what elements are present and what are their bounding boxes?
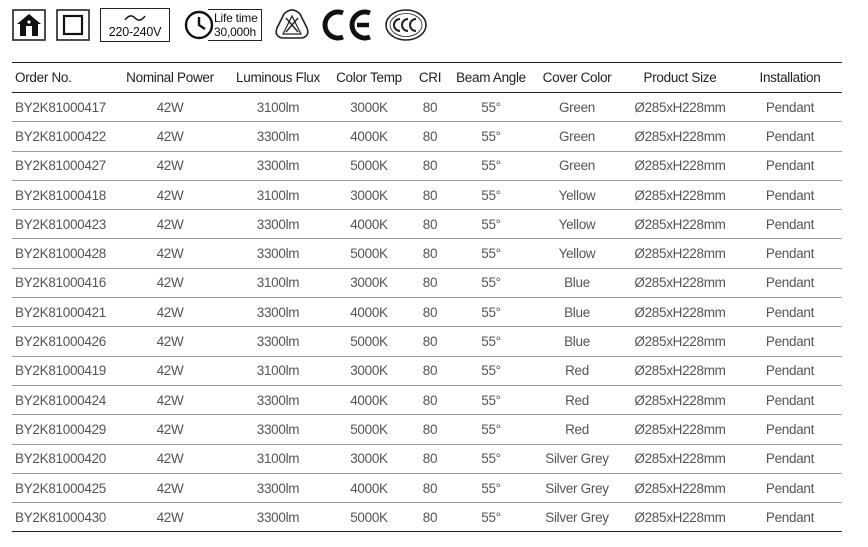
- table-row: [12, 327, 842, 356]
- cell-cover-color: Red: [565, 363, 589, 379]
- cell-color-temp: 5000K: [350, 158, 388, 174]
- cell-beam-angle: 55°: [481, 128, 501, 144]
- table-header-row: [12, 63, 842, 93]
- cell-color-temp: 5000K: [350, 246, 388, 262]
- table-row: [12, 210, 842, 239]
- cell-nominal-power: 42W: [156, 158, 184, 174]
- table-row: [12, 503, 842, 532]
- cell-order-no: BY2K81000430: [15, 509, 106, 525]
- cell-cover-color: Silver Grey: [545, 480, 609, 496]
- cell-nominal-power: 42W: [156, 216, 184, 232]
- cell-cri: 80: [422, 99, 438, 115]
- cell-beam-angle: 55°: [481, 363, 501, 379]
- header-cri: CRI: [418, 70, 442, 85]
- voltage-text: 220-240V: [108, 25, 162, 39]
- cell-beam-angle: 55°: [481, 216, 501, 232]
- cell-product-size: Ø285xH228mm: [634, 187, 726, 203]
- header-color-temp: Color Temp: [336, 70, 402, 85]
- cell-nominal-power: 42W: [156, 509, 184, 525]
- table-body: [12, 93, 842, 532]
- cell-luminous-flux: 3300lm: [256, 158, 300, 174]
- cell-order-no: BY2K81000425: [15, 480, 106, 496]
- cell-beam-angle: 55°: [481, 509, 501, 525]
- cell-product-size: Ø285xH228mm: [634, 216, 726, 232]
- cell-order-no: BY2K81000420: [15, 451, 106, 467]
- table-row: [12, 415, 842, 444]
- table-row: [12, 122, 842, 151]
- table-row: [12, 93, 842, 122]
- cell-cover-color: Green: [558, 99, 596, 115]
- cell-cri: 80: [422, 128, 438, 144]
- cell-nominal-power: 42W: [156, 363, 184, 379]
- cell-installation: Pendant: [765, 158, 815, 174]
- cell-installation: Pendant: [765, 509, 815, 525]
- cell-installation: Pendant: [765, 363, 815, 379]
- cell-product-size: Ø285xH228mm: [634, 128, 726, 144]
- cell-nominal-power: 42W: [156, 480, 184, 496]
- cell-cover-color: Yellow: [558, 246, 596, 262]
- cell-luminous-flux: 3300lm: [256, 216, 300, 232]
- cell-beam-angle: 55°: [481, 421, 501, 437]
- cell-nominal-power: 42W: [156, 275, 184, 291]
- cell-nominal-power: 42W: [156, 99, 184, 115]
- cell-luminous-flux: 3300lm: [256, 509, 300, 525]
- cell-color-temp: 4000K: [350, 216, 388, 232]
- cell-cri: 80: [422, 334, 438, 350]
- table-row: [12, 180, 842, 209]
- cell-color-temp: 3000K: [350, 99, 388, 115]
- cell-luminous-flux: 3300lm: [256, 421, 300, 437]
- header-beam-angle: Beam Angle: [456, 70, 526, 85]
- cell-cover-color: Green: [558, 158, 596, 174]
- cell-color-temp: 3000K: [350, 363, 388, 379]
- cell-luminous-flux: 3300lm: [256, 304, 300, 320]
- cell-cover-color: Yellow: [558, 187, 596, 203]
- cell-beam-angle: 55°: [481, 246, 501, 262]
- cell-cover-color: Green: [558, 128, 596, 144]
- header-cover-color: Cover Color: [542, 70, 612, 85]
- cell-product-size: Ø285xH228mm: [634, 392, 726, 408]
- header-luminous-flux: Luminous Flux: [236, 70, 320, 85]
- cell-order-no: BY2K81000416: [15, 275, 106, 291]
- cell-nominal-power: 42W: [156, 304, 184, 320]
- table-row: [12, 268, 842, 297]
- cell-beam-angle: 55°: [481, 99, 501, 115]
- table-row: [12, 444, 842, 473]
- class-ii-insulation-icon: [56, 9, 90, 41]
- cell-product-size: Ø285xH228mm: [634, 334, 726, 350]
- cell-beam-angle: 55°: [481, 187, 501, 203]
- cell-luminous-flux: 3300lm: [256, 128, 300, 144]
- cell-color-temp: 4000K: [350, 392, 388, 408]
- cell-product-size: Ø285xH228mm: [634, 480, 726, 496]
- cell-color-temp: 4000K: [350, 480, 388, 496]
- cell-cri: 80: [422, 275, 438, 291]
- cell-color-temp: 5000K: [350, 509, 388, 525]
- cell-product-size: Ø285xH228mm: [634, 509, 726, 525]
- table-row: [12, 473, 842, 502]
- cell-luminous-flux: 3300lm: [256, 392, 300, 408]
- cell-cover-color: Yellow: [558, 216, 596, 232]
- table-row: [12, 385, 842, 414]
- cell-beam-angle: 55°: [481, 480, 501, 496]
- certification-icons: [12, 6, 428, 44]
- life-time-value: 30,000h: [214, 25, 256, 39]
- cell-installation: Pendant: [765, 451, 815, 467]
- indoor-use-icon: [12, 9, 46, 41]
- ce-mark-icon: [320, 8, 374, 42]
- cell-order-no: BY2K81000418: [15, 187, 106, 203]
- clock-icon: [184, 10, 214, 40]
- spec-table: [12, 62, 842, 532]
- cell-luminous-flux: 3100lm: [256, 451, 300, 467]
- table-row: [12, 151, 842, 180]
- cell-beam-angle: 55°: [481, 451, 501, 467]
- cell-cri: 80: [422, 451, 438, 467]
- cell-nominal-power: 42W: [156, 451, 184, 467]
- cell-color-temp: 3000K: [350, 451, 388, 467]
- cell-cri: 80: [422, 421, 438, 437]
- cell-luminous-flux: 3100lm: [256, 363, 300, 379]
- cell-cri: 80: [422, 246, 438, 262]
- cell-order-no: BY2K81000426: [15, 334, 106, 350]
- cell-installation: Pendant: [765, 246, 815, 262]
- ccc-mark-icon: [384, 8, 428, 42]
- cell-order-no: BY2K81000429: [15, 421, 106, 437]
- cell-product-size: Ø285xH228mm: [634, 451, 726, 467]
- cell-beam-angle: 55°: [481, 304, 501, 320]
- cell-luminous-flux: 3100lm: [256, 99, 300, 115]
- cell-installation: Pendant: [765, 392, 815, 408]
- cell-color-temp: 4000K: [350, 128, 388, 144]
- header-installation: Installation: [759, 70, 821, 85]
- cell-color-temp: 5000K: [350, 421, 388, 437]
- cell-luminous-flux: 3300lm: [256, 246, 300, 262]
- voltage-badge: [100, 8, 170, 42]
- cell-product-size: Ø285xH228mm: [634, 158, 726, 174]
- cell-installation: Pendant: [765, 128, 815, 144]
- cell-cri: 80: [422, 480, 438, 496]
- no-cover-triangle-icon: [274, 8, 310, 42]
- cell-luminous-flux: 3300lm: [256, 480, 300, 496]
- cell-color-temp: 4000K: [350, 304, 388, 320]
- cell-luminous-flux: 3300lm: [256, 334, 300, 350]
- cell-order-no: BY2K81000417: [15, 99, 106, 115]
- cell-order-no: BY2K81000421: [15, 304, 106, 320]
- cell-product-size: Ø285xH228mm: [634, 246, 726, 262]
- life-time-label: Life time: [214, 11, 258, 25]
- cell-beam-angle: 55°: [481, 275, 501, 291]
- cell-cover-color: Blue: [564, 304, 590, 320]
- cell-beam-angle: 55°: [481, 158, 501, 174]
- cell-cover-color: Blue: [564, 275, 590, 291]
- cell-order-no: BY2K81000427: [15, 158, 106, 174]
- cell-cri: 80: [422, 158, 438, 174]
- cell-cri: 80: [422, 304, 438, 320]
- cell-installation: Pendant: [765, 421, 815, 437]
- cell-product-size: Ø285xH228mm: [634, 99, 726, 115]
- cell-installation: Pendant: [765, 480, 815, 496]
- cell-color-temp: 3000K: [350, 275, 388, 291]
- cell-luminous-flux: 3100lm: [256, 187, 300, 203]
- cell-product-size: Ø285xH228mm: [634, 421, 726, 437]
- header-nominal-power: Nominal Power: [126, 70, 214, 85]
- table-row: [12, 239, 842, 268]
- cell-nominal-power: 42W: [156, 334, 184, 350]
- header-order-no: Order No.: [15, 70, 72, 85]
- cell-installation: Pendant: [765, 275, 815, 291]
- cell-cri: 80: [422, 509, 438, 525]
- cell-order-no: BY2K81000422: [15, 128, 106, 144]
- cell-order-no: BY2K81000428: [15, 246, 106, 262]
- cell-installation: Pendant: [765, 334, 815, 350]
- cell-nominal-power: 42W: [156, 187, 184, 203]
- cell-color-temp: 3000K: [350, 187, 388, 203]
- cell-installation: Pendant: [765, 216, 815, 232]
- cell-nominal-power: 42W: [156, 128, 184, 144]
- cell-color-temp: 5000K: [350, 334, 388, 350]
- cell-nominal-power: 42W: [156, 246, 184, 262]
- cell-nominal-power: 42W: [156, 392, 184, 408]
- cell-order-no: BY2K81000419: [15, 363, 106, 379]
- cell-product-size: Ø285xH228mm: [634, 304, 726, 320]
- cell-luminous-flux: 3100lm: [256, 275, 300, 291]
- cell-cri: 80: [422, 216, 438, 232]
- cell-cover-color: Silver Grey: [545, 451, 609, 467]
- cell-cover-color: Red: [565, 421, 589, 437]
- table-row: [12, 356, 842, 385]
- cell-cover-color: Red: [565, 392, 589, 408]
- cell-product-size: Ø285xH228mm: [634, 275, 726, 291]
- cell-order-no: BY2K81000423: [15, 216, 106, 232]
- cell-installation: Pendant: [765, 187, 815, 203]
- cell-order-no: BY2K81000424: [15, 392, 106, 408]
- cell-beam-angle: 55°: [481, 392, 501, 408]
- cell-cover-color: Blue: [564, 334, 590, 350]
- cell-cri: 80: [422, 392, 438, 408]
- cell-cri: 80: [422, 187, 438, 203]
- cell-installation: Pendant: [765, 99, 815, 115]
- cell-nominal-power: 42W: [156, 421, 184, 437]
- life-time-badge: [184, 9, 262, 41]
- cell-cover-color: Silver Grey: [545, 509, 609, 525]
- header-product-size: Product Size: [643, 70, 717, 85]
- table-row: [12, 298, 842, 327]
- cell-product-size: Ø285xH228mm: [634, 363, 726, 379]
- cell-cri: 80: [422, 363, 438, 379]
- ac-wave-icon: [123, 11, 147, 25]
- cell-installation: Pendant: [765, 304, 815, 320]
- cell-beam-angle: 55°: [481, 334, 501, 350]
